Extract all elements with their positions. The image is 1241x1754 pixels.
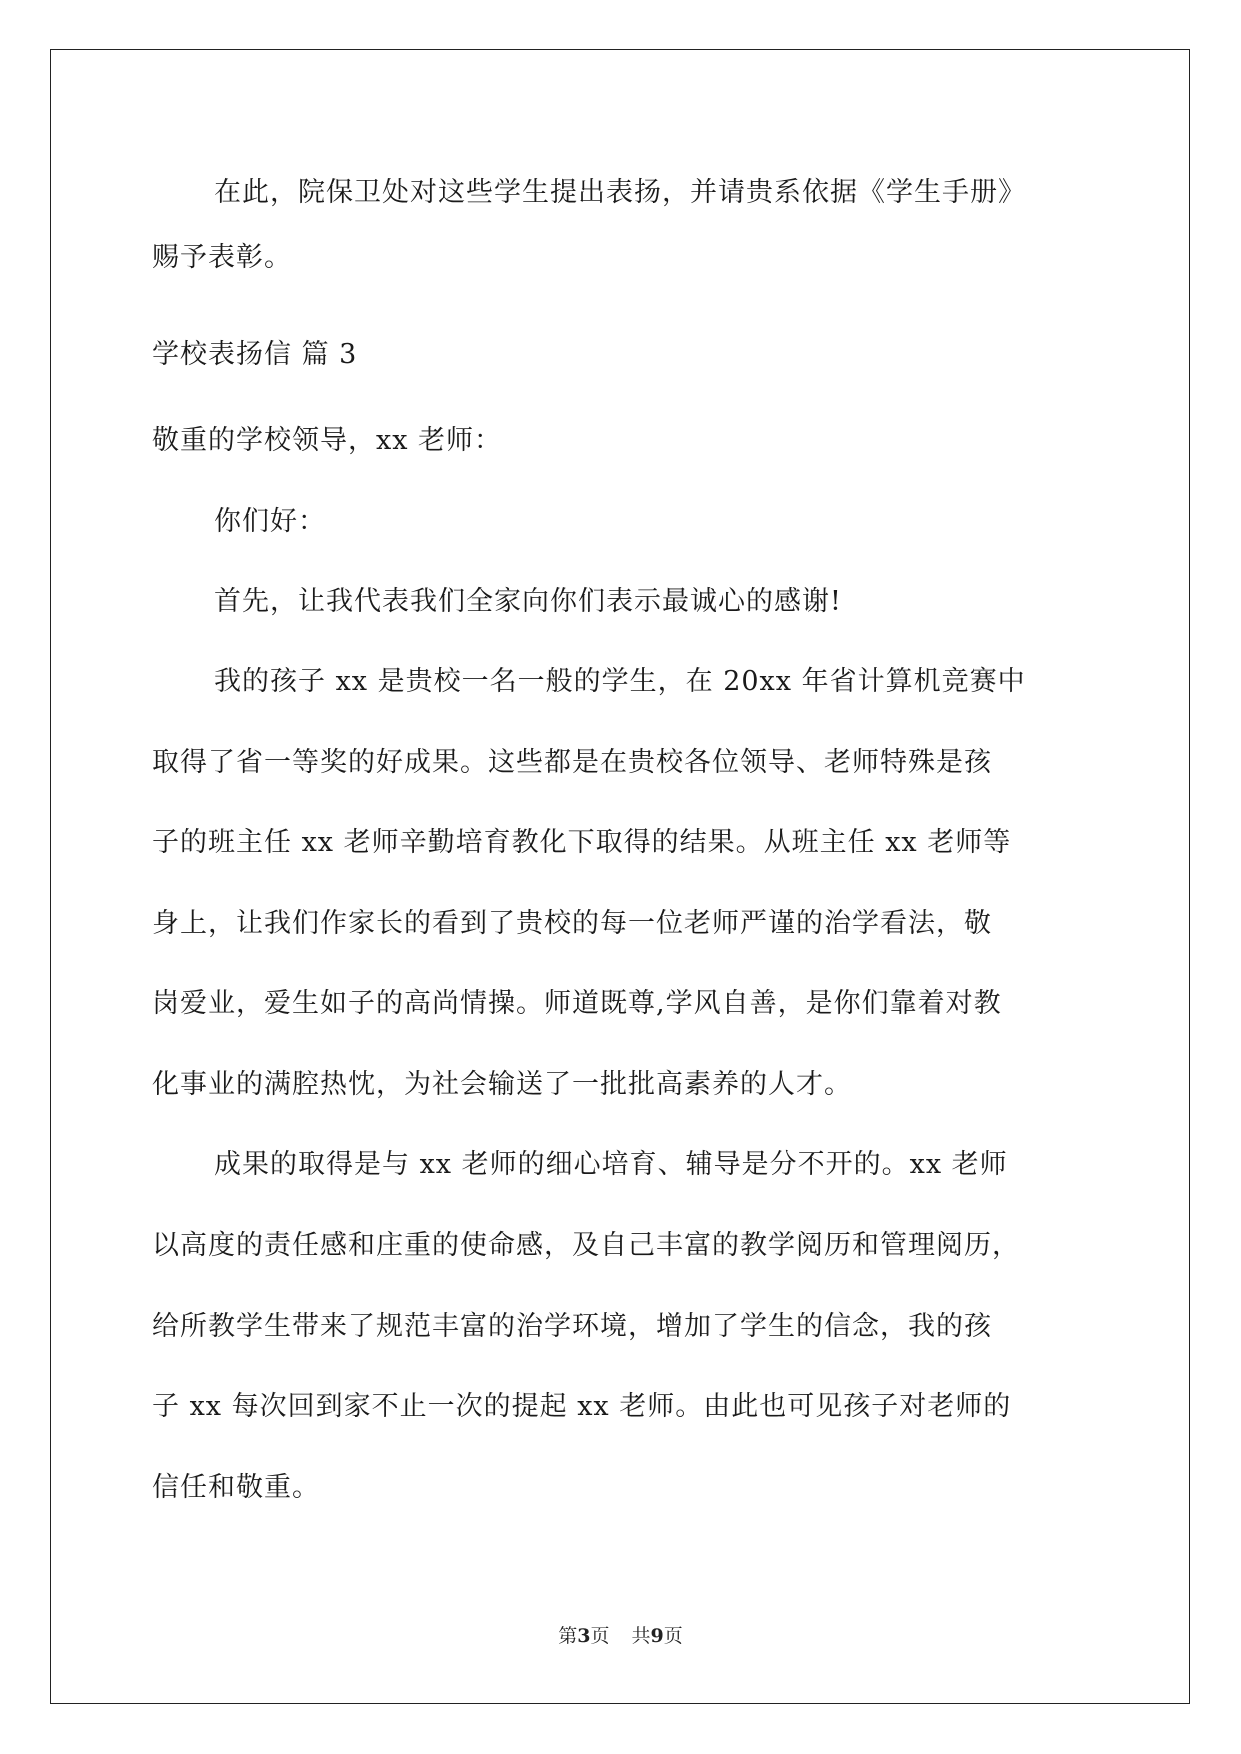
paragraph-line: 化事业的满腔热忱，为社会输送了一批批高素养的人才。 [152, 1069, 852, 1100]
page-border [50, 49, 1190, 1704]
page-prefix: 第 [558, 1625, 578, 1647]
paragraph-line: 给所教学生带来了规范丰富的治学环境，增加了学生的信念，我的孩 [152, 1311, 992, 1342]
paragraph-line: 身上，让我们作家长的看到了贵校的每一位老师严谨的治学看法，敬 [152, 908, 992, 939]
page-suffix: 页 [590, 1625, 610, 1647]
salutation: 敬重的学校领导，xx 老师： [152, 425, 503, 456]
total-page-number: 9 [650, 1625, 664, 1647]
page-footer [0, 1624, 1241, 1648]
paragraph-line: 子的班主任 xx 老师辛勤培育教化下取得的结果。从班主任 xx 老师等 [152, 827, 1012, 858]
paragraph-line: 以高度的责任感和庄重的使命感，及自己丰富的教学阅历和管理阅历， [152, 1230, 1020, 1261]
paragraph-line: 我的孩子 xx 是贵校一名一般的学生，在 20xx 年省计算机竞赛中 [214, 666, 1026, 697]
current-page-number: 3 [577, 1625, 591, 1647]
paragraph-line: 子 xx 每次回到家不止一次的提起 xx 老师。由此也可见孩子对老师的 [152, 1391, 1012, 1422]
total-prefix: 共 [631, 1625, 651, 1647]
total-suffix: 页 [663, 1625, 683, 1647]
paragraph-line: 信任和敬重。 [152, 1472, 320, 1503]
greeting: 你们好： [214, 506, 326, 537]
paragraph-line: 在此，院保卫处对这些学生提出表扬，并请贵系依据《学生手册》 [214, 177, 1026, 208]
paragraph-line: 成果的取得是与 xx 老师的细心培育、辅导是分不开的。xx 老师 [214, 1149, 1008, 1180]
section-heading: 学校表扬信 篇 3 [152, 339, 358, 370]
paragraph-line: 岗爱业，爱生如子的高尚情操。师道既尊,学风自善，是你们靠着对教 [152, 988, 1002, 1019]
paragraph-line: 首先，让我代表我们全家向你们表示最诚心的感谢! [214, 586, 842, 617]
paragraph-line: 取得了省一等奖的好成果。这些都是在贵校各位领导、老师特殊是孩 [152, 747, 992, 778]
paragraph-line: 赐予表彰。 [152, 242, 292, 273]
